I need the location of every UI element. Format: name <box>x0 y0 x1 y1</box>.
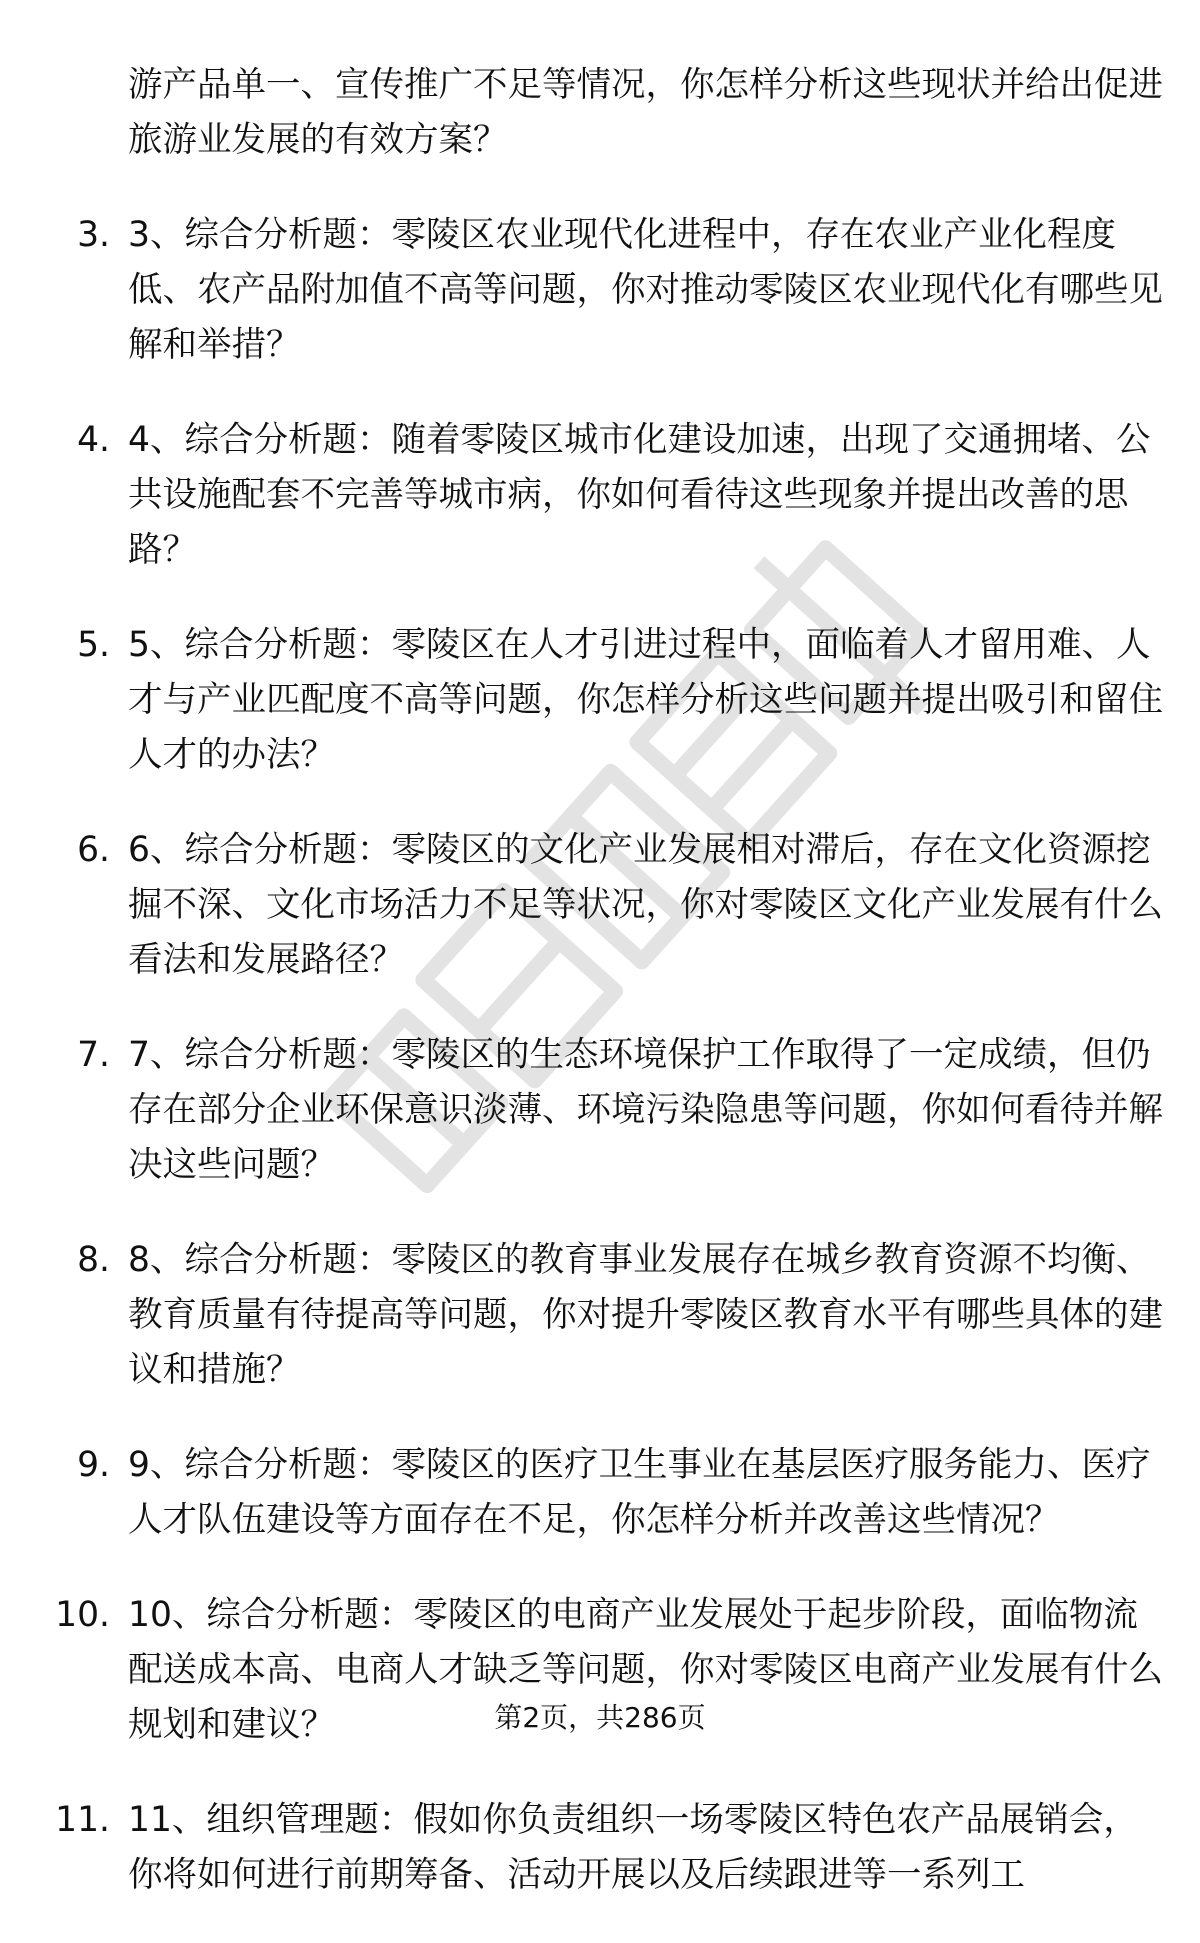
list-item-number: 4. <box>77 420 110 460</box>
list-item <box>0 413 1200 578</box>
list-item <box>0 1793 1200 1903</box>
list-item-number: 10. <box>55 1595 110 1635</box>
list-item-text: 3、综合分析题：零陵区农业现代化进程中，存在农业产业化程度低、农产品附加值不高等问题，你对推动零陵区农业现代化有哪些见解和举措？ <box>128 215 1163 365</box>
list-item-text: 9、综合分析题：零陵区的医疗卫生事业在基层医疗服务能力、医疗人才队伍建设等方面存在不足，你怎样分析并改善这些情况？ <box>128 1445 1151 1540</box>
list-item <box>0 823 1200 988</box>
list-item-number: 9. <box>77 1445 110 1485</box>
list-item <box>0 208 1200 373</box>
list-item-number: 5. <box>77 625 110 665</box>
content <box>0 58 1200 1943</box>
list-item-number: 7. <box>77 1035 110 1075</box>
list-item-text: 8、综合分析题：零陵区的教育事业发展存在城乡教育资源不均衡、教育质量有待提高等问题，你对提升零陵区教育水平有哪些具体的建议和措施？ <box>128 1240 1163 1390</box>
list-item-text: 7、综合分析题：零陵区的生态环境保护工作取得了一定成绩，但仍存在部分企业环保意识淡薄、环境污染隐患等问题，你如何看待并解决这些问题？ <box>128 1035 1163 1185</box>
list-item <box>0 618 1200 783</box>
list-item-text: 10、综合分析题：零陵区的电商产业发展处于起步阶段，面临物流配送成本高、电商人才缺乏等问题，你对零陵区电商产业发展有什么规划和建议？ <box>128 1595 1163 1745</box>
list-item <box>0 1233 1200 1398</box>
page-footer: 第2页，共286页 <box>494 1701 706 1734</box>
list-item-text: 11、组织管理题：假如你负责组织一场零陵区特色农产品展销会，你将如何进行前期筹备、活动开展以及后续跟进等一系列工 <box>128 1800 1138 1895</box>
list-item-text: 4、综合分析题：随着零陵区城市化建设加速，出现了交通拥堵、公共设施配套不完善等城市病，你如何看待这些现象并提出改善的思路？ <box>128 420 1151 570</box>
continued-question-text: 游产品单一、宣传推广不足等情况，你怎样分析这些现状并给出促进旅游业发展的有效方案？ <box>128 65 1163 160</box>
list-item-number: 6. <box>77 830 110 870</box>
list-item-text: 6、综合分析题：零陵区的文化产业发展相对滞后，存在文化资源挖掘不深、文化市场活力不足等状况，你对零陵区文化产业发展有什么看法和发展路径？ <box>128 830 1163 980</box>
list-item-text: 5、综合分析题：零陵区在人才引进过程中，面临着人才留用难、人才与产业匹配度不高等问题，你怎样分析这些问题并提出吸引和留住人才的办法？ <box>128 625 1163 775</box>
list-item <box>0 1438 1200 1548</box>
list-item-number: 11. <box>55 1800 110 1840</box>
list-item-number: 8. <box>77 1240 110 1280</box>
list-item-number: 3. <box>77 215 110 255</box>
list-item <box>0 1028 1200 1193</box>
